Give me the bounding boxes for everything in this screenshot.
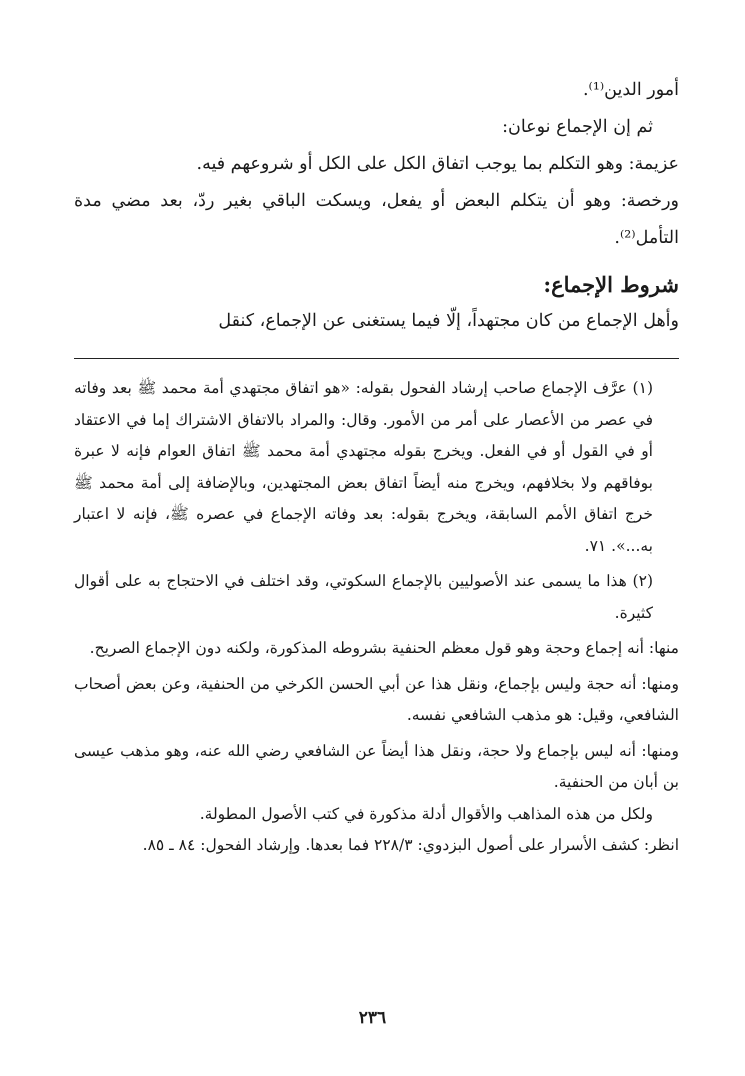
- main-text: [74, 72, 679, 340]
- footnote-2-opinion-1: منها: أنه إجماع وحجة وهو قول معظم الحنفية بشروطه المذكورة، ولكنه دون الإجماع الصريح.: [89, 639, 679, 657]
- footnote-2: (٢) هذا ما يسمى عند الأصوليين بالإجماع السكوتي، وقد اختلف في الاحتجاج به على أقوال كثيرة.: [74, 572, 653, 622]
- footnotes: [74, 373, 679, 862]
- footnote-1: (١) عرَّف الإجماع صاحب إرشاد الفحول بقوله: «هو اتفاق مجتهدي أمة محمد ﷺ بعد وفاته في عصر من الأعصار على أمر من الأمور. وقال: والمراد بالاتفاق الاشتراك إما في الاعتقاد أو في القول أو في الفعل. ويخرج بقوله مجتهدي أمة محمد ﷺ اتفاق العوام فإنه لا عبرة بوفاقهم ولا بخلافهم، ويخرج منه أيضاً اتفاق بعض المجتهدين، وبالإضافة إلى أمة محمد ﷺ خرج اتفاق الأمم السابقة، ويخرج بقوله: بعد وفاته الإجماع في عصره ﷺ، فإنه لا اعتبار به...». ٧١.: [74, 379, 653, 555]
- paragraph-types-intro: ثم إن الإجماع نوعان:: [502, 117, 653, 137]
- footnote-2-opinion-3: ومنها: أنه ليس بإجماع ولا حجة، ونقل هذا أيضاً عن الشافعي رضي الله عنه، وهو مذهب عيسى بن أبان من الحنفية.: [74, 741, 679, 791]
- paragraph-continuation: أمور الدين⁽¹⁾.: [582, 80, 679, 100]
- footnote-separator: [74, 358, 679, 359]
- footnote-2-conclusion: ولكل من هذه المذاهب والأقوال أدلة مذكورة في كتب الأصول المطولة.: [199, 804, 653, 823]
- page-number: ٢٣٦: [358, 1008, 387, 1028]
- paragraph-conditions: وأهل الإجماع من كان مجتهداً، إلّا فيما يستغنى عن الإجماع، كنقل: [218, 311, 679, 331]
- footnote-2-references: انظر: كشف الأسرار على أصول البزدوي: ٢٢٨/٣ فما بعدها. وإرشاد الفحول: ٨٤ ـ ٨٥.: [142, 836, 679, 854]
- footnote-2-opinion-2: ومنها: أنه حجة وليس بإجماع، ونقل هذا عن أبي الحسن الكرخي من الحنفية، وعن بعض أصحاب الشافعي، وقيل: هو مذهب الشافعي نفسه.: [74, 674, 679, 724]
- paragraph-rukhsa: ورخصة: وهو أن يتكلم البعض أو يفعل، ويسكت الباقي بغير ردّ، بعد مضي مدة التأمل⁽²⁾.: [74, 191, 679, 248]
- paragraph-azima: عزيمة: وهو التكلم بما يوجب اتفاق الكل على الكل أو شروعهم فيه.: [196, 154, 679, 174]
- section-title: شروط الإجماع:: [543, 272, 679, 297]
